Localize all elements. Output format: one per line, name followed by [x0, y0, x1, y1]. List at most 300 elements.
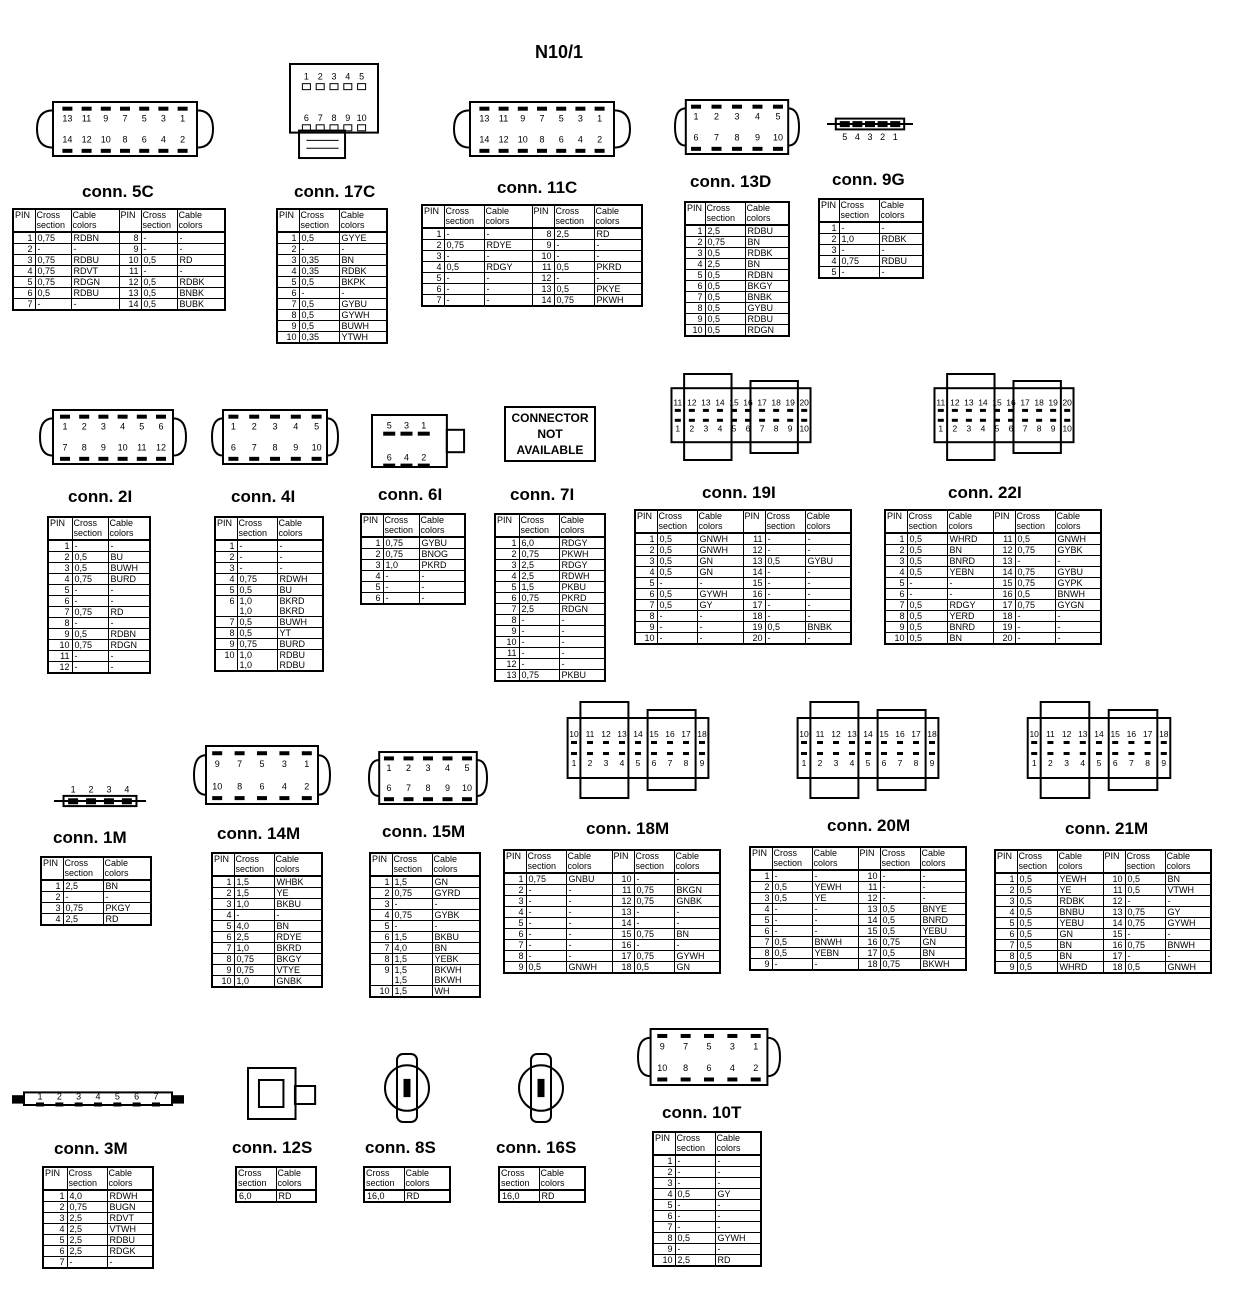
pinout-table-7i	[494, 513, 606, 682]
table-row	[685, 314, 789, 325]
table-row	[215, 540, 323, 552]
pin-cell: 4	[13, 266, 35, 277]
cross-section-cell: 0,5	[72, 552, 108, 563]
cross-section-cell: 0,75	[634, 885, 674, 896]
cross-section-cell: 0,5	[880, 926, 920, 937]
cross-section-cell: -	[392, 899, 432, 910]
cable-color-cell: -	[419, 593, 465, 605]
pin-cell: 4	[750, 904, 772, 915]
cross-section-header: Cross section	[141, 209, 177, 232]
table-row	[685, 325, 789, 337]
pin-number: 9	[1161, 758, 1167, 768]
cross-section-cell: 0,5	[1125, 962, 1165, 974]
cross-section-cell: -	[765, 611, 805, 622]
pin-number: 14	[633, 729, 643, 739]
cable-color-cell: -	[559, 615, 605, 626]
pin-cell: 8	[635, 611, 657, 622]
table-row	[495, 670, 605, 682]
cable-color-cell: RD	[594, 228, 642, 240]
table-row	[277, 244, 387, 255]
cross-section-header: Cross section	[526, 850, 566, 873]
pin-cell: 3	[819, 245, 839, 256]
pin-cell: 8	[504, 951, 526, 962]
cross-section-cell: 0,5	[1017, 940, 1057, 951]
pin-cell: 13	[743, 556, 765, 567]
table-row	[422, 284, 642, 295]
pin-cell: 3	[750, 893, 772, 904]
cross-section-cell: -	[839, 267, 879, 279]
table-row	[653, 1222, 761, 1233]
table-row	[212, 943, 322, 954]
cable-color-cell: -	[339, 244, 387, 255]
pin-number: 7	[714, 132, 720, 143]
pinout-table-10t	[652, 1131, 762, 1267]
pin-number: 17	[911, 729, 921, 739]
pin-cell: 5	[819, 267, 839, 279]
pin-number: 3	[577, 113, 583, 124]
pin-number: 9	[1050, 423, 1056, 434]
pin-cell: 10	[532, 251, 554, 262]
cable-color-cell: YEBU	[920, 926, 966, 937]
pin-cell: 11	[743, 533, 765, 545]
cable-color-cell: -	[177, 266, 225, 277]
cross-section-cell: -	[519, 637, 559, 648]
cross-section-cell: 0,5	[554, 284, 594, 295]
table-row	[495, 537, 605, 549]
cross-section-cell: 6,0	[519, 537, 559, 549]
table-row	[422, 251, 642, 262]
table-row	[750, 870, 966, 882]
pinout-table-13d	[684, 201, 790, 337]
pin-cell: 5	[48, 585, 72, 596]
pin-cell: 4	[422, 262, 444, 273]
pinout-table-6i	[360, 513, 466, 605]
cable-color-cell: YERD	[947, 611, 993, 622]
cable-color-cell: BNBK	[805, 622, 851, 633]
cross-section-cell: -	[72, 651, 108, 662]
pin-cell: 5	[995, 918, 1017, 929]
pin-number: 10	[569, 729, 579, 739]
table-row	[885, 556, 1101, 567]
connector-label: conn. 19I	[702, 483, 776, 502]
cable-color-cell: -	[277, 552, 323, 563]
pin-number: 6	[134, 1091, 140, 1102]
cross-section-cell: 0,5	[705, 270, 745, 281]
cable-colors-header: Cable colors	[1055, 510, 1101, 533]
connector-3m-drawing	[10, 1084, 186, 1112]
cable-color-cell: YEBU	[1057, 918, 1103, 929]
cross-section-cell: 0,5	[657, 556, 697, 567]
pin-number: 9	[520, 113, 526, 124]
pin-number: 10	[100, 134, 111, 145]
pin-number: 5	[865, 758, 871, 768]
connector-label: conn. 4I	[231, 487, 296, 506]
cable-color-cell: -	[805, 578, 851, 589]
table-row	[48, 596, 150, 607]
cable-color-cell: YEWH	[1057, 873, 1103, 885]
pin-cell: 5	[750, 915, 772, 926]
cross-section-cell: -	[839, 222, 879, 234]
table-row	[750, 948, 966, 959]
pin-number: 8	[734, 132, 740, 143]
cable-color-cell: -	[812, 926, 858, 937]
connector-9g-drawing	[825, 106, 915, 142]
pin-cell: 1	[422, 228, 444, 240]
cross-section-cell: -	[526, 940, 566, 951]
cable-color-cell: -	[566, 929, 612, 940]
pin-number: 8	[425, 783, 431, 794]
cross-section-cell: 0,5	[1017, 907, 1057, 918]
cable-color-cell: -	[108, 585, 150, 596]
pinout-table-16s	[498, 1166, 586, 1203]
pin-number: 8	[272, 442, 278, 453]
table-row	[995, 873, 1211, 885]
cross-section-cell: -	[765, 578, 805, 589]
cable-color-cell: BUWH	[339, 321, 387, 332]
pin-cell: 9	[212, 965, 234, 976]
pin-number: 7	[122, 113, 128, 124]
cable-color-cell: BN	[1057, 940, 1103, 951]
pin-number: 8	[331, 112, 337, 123]
pin-cell: 3	[41, 903, 63, 914]
cable-color-cell: -	[812, 904, 858, 915]
connector-label: conn. 5C	[82, 182, 154, 201]
pin-cell: 10	[119, 255, 141, 266]
connector-6i-drawing	[370, 413, 466, 469]
cross-section-cell: 1,5 1,5	[392, 965, 432, 986]
table-row	[43, 1224, 153, 1235]
cross-section-cell: 0,75	[1015, 600, 1055, 611]
pin-header: PIN	[612, 850, 634, 873]
pin-number: 6	[651, 758, 657, 768]
cross-section-header: Cross section	[383, 514, 419, 537]
pin-cell: 7	[212, 943, 234, 954]
cable-color-cell: WHRD	[947, 533, 993, 545]
cable-color-cell: -	[559, 637, 605, 648]
pinout-table-11c	[421, 204, 643, 307]
connector-label: conn. 11C	[497, 178, 578, 197]
cross-section-cell: 0,75	[1015, 567, 1055, 578]
cable-color-cell: GYWH	[674, 951, 720, 962]
cable-color-cell: -	[805, 611, 851, 622]
pin-cell: 10	[653, 1255, 675, 1267]
pin-number: 2	[251, 421, 257, 432]
pin-cell: 9	[635, 622, 657, 633]
pin-number: 13	[964, 397, 974, 408]
pin-number: 15	[649, 729, 659, 739]
pin-cell: 11	[858, 882, 880, 893]
cable-color-cell: -	[1055, 622, 1101, 633]
cross-section-cell: 16,0	[364, 1190, 404, 1202]
pin-number: 6	[259, 781, 265, 792]
pin-number: 5	[635, 758, 641, 768]
cable-color-cell: VTWH	[1165, 885, 1211, 896]
table-row	[495, 615, 605, 626]
pin-cell: 1	[504, 873, 526, 885]
cross-section-cell: 1,5	[392, 932, 432, 943]
cable-color-cell: -	[920, 882, 966, 893]
cross-section-cell: -	[634, 940, 674, 951]
cross-section-cell: 2,5	[519, 571, 559, 582]
table-row	[750, 882, 966, 893]
cable-color-cell: -	[674, 907, 720, 918]
pin-cell: 12	[743, 545, 765, 556]
pin-cell: 5	[215, 585, 237, 596]
connector-20m-drawing	[788, 700, 948, 800]
cable-color-cell: BKBU	[432, 932, 480, 943]
pin-cell: 8	[119, 232, 141, 244]
cable-color-cell: -	[108, 540, 150, 552]
cable-color-cell: -	[697, 633, 743, 645]
cross-section-header: Cross section	[705, 202, 745, 225]
connector-14m-drawing	[192, 742, 332, 808]
cross-section-cell: -	[141, 244, 177, 255]
table-row	[13, 266, 225, 277]
cable-color-cell: -	[108, 662, 150, 674]
pin-header: PIN	[41, 857, 63, 880]
cable-color-cell: BN	[339, 255, 387, 266]
pin-number: 5	[141, 113, 147, 124]
pin-number: 11	[936, 397, 946, 408]
table-row	[361, 537, 465, 549]
pin-number: 7	[1022, 423, 1028, 434]
cable-colors-header: Cable colors	[805, 510, 851, 533]
cross-section-cell: 0,75	[67, 1202, 107, 1213]
cross-section-cell: -	[526, 951, 566, 962]
pin-cell: 2	[885, 545, 907, 556]
pinout-table-1m	[40, 856, 152, 926]
cross-section-cell: -	[657, 611, 697, 622]
table-row	[43, 1235, 153, 1246]
pin-number: 3	[403, 420, 409, 431]
cable-color-cell: BKRD BKRD	[277, 596, 323, 617]
pin-number: 1	[1031, 758, 1037, 768]
connector-label: conn. 7I	[510, 485, 575, 504]
pin-cell: 4	[495, 571, 519, 582]
pin-cell: 2	[13, 244, 35, 255]
table-row	[995, 951, 1211, 962]
cross-section-cell: -	[383, 582, 419, 593]
cable-colors-header: Cable colors	[715, 1132, 761, 1155]
cross-section-cell: 0,75	[519, 670, 559, 682]
table-row	[495, 604, 605, 615]
cable-color-cell: -	[594, 251, 642, 262]
cable-color-cell: -	[879, 267, 923, 279]
pin-number: 1	[597, 113, 603, 124]
pin-header: PIN	[532, 205, 554, 228]
pin-number: 4	[120, 421, 126, 432]
table-row	[685, 292, 789, 303]
cable-color-cell: RDBU	[71, 255, 119, 266]
table-row	[885, 589, 1101, 600]
pin-number: 7	[405, 783, 411, 794]
table-row	[215, 650, 323, 672]
pin-cell: 3	[685, 248, 705, 259]
pin-cell: 2	[653, 1167, 675, 1178]
cross-section-cell: 0,5	[705, 314, 745, 325]
pin-cell: 1	[215, 540, 237, 552]
pin-number: 1	[304, 759, 310, 770]
cable-color-cell: -	[697, 611, 743, 622]
cross-section-cell: -	[237, 540, 277, 552]
cross-section-cell: 0,75	[1125, 907, 1165, 918]
cable-color-cell: VTWH	[107, 1224, 153, 1235]
cable-color-cell: BN	[274, 921, 322, 932]
cross-section-cell: -	[765, 567, 805, 578]
pin-cell: 2	[215, 552, 237, 563]
cross-section-cell: -	[72, 585, 108, 596]
cable-colors-header: Cable colors	[108, 517, 150, 540]
cable-color-cell: RD	[539, 1190, 585, 1202]
pin-cell: 5	[495, 582, 519, 593]
table-row	[422, 262, 642, 273]
table-row	[364, 1190, 450, 1202]
pin-number: 16	[895, 729, 905, 739]
pinout-table-19i	[634, 509, 852, 645]
pin-header: PIN	[1103, 850, 1125, 873]
pin-cell: 13	[532, 284, 554, 295]
pin-cell: 4	[277, 266, 299, 277]
pin-header: PIN	[277, 209, 299, 232]
cross-section-cell: -	[675, 1244, 715, 1255]
pin-cell: 9	[277, 321, 299, 332]
pin-header: PIN	[750, 847, 772, 870]
cable-color-cell: RDBK	[177, 277, 225, 288]
cable-color-cell: BN	[947, 633, 993, 645]
cable-colors-header: Cable colors	[539, 1167, 585, 1190]
table-row	[885, 578, 1101, 589]
cross-section-cell: -	[1125, 896, 1165, 907]
cable-color-cell: -	[566, 885, 612, 896]
table-row	[215, 552, 323, 563]
pin-number: 13	[479, 113, 490, 124]
pin-cell: 7	[495, 604, 519, 615]
pin-cell: 4	[685, 259, 705, 270]
cross-section-cell: 1,0	[839, 234, 879, 245]
cross-section-cell: 0,5	[72, 563, 108, 574]
pin-cell: 3	[653, 1178, 675, 1189]
cross-section-cell: -	[765, 633, 805, 645]
cable-color-cell: BNBK	[177, 288, 225, 299]
cross-section-cell: 0,75	[234, 954, 274, 965]
cross-section-cell: 4,0	[234, 921, 274, 932]
pin-cell: 5	[13, 277, 35, 288]
table-row	[750, 959, 966, 971]
table-row	[48, 618, 150, 629]
cross-section-header: Cross section	[657, 510, 697, 533]
table-row	[995, 940, 1211, 951]
table-row	[361, 593, 465, 605]
cable-color-cell: RD	[276, 1190, 316, 1202]
pin-cell: 11	[993, 533, 1015, 545]
table-row	[504, 896, 720, 907]
cross-section-cell: 0,5	[299, 310, 339, 321]
cross-section-cell: 0,5	[1017, 918, 1057, 929]
pin-number: 2	[180, 134, 186, 145]
cable-color-cell: YEWH	[812, 882, 858, 893]
table-row	[495, 593, 605, 604]
cross-section-cell: 0,5	[1017, 929, 1057, 940]
cross-section-cell: -	[444, 295, 484, 307]
cable-color-cell: GYRD	[432, 888, 480, 899]
pin-cell: 5	[885, 578, 907, 589]
cross-section-cell: 0,75	[1015, 545, 1055, 556]
cable-color-cell: -	[484, 273, 532, 284]
cable-colors-header: Cable colors	[594, 205, 642, 228]
cable-color-cell: RDGN	[71, 277, 119, 288]
cross-section-cell: -	[675, 1178, 715, 1189]
cross-section-header: Cross section	[880, 847, 920, 870]
cross-section-cell: -	[772, 915, 812, 926]
cable-color-cell: GYYE	[339, 232, 387, 244]
cross-section-cell: 0,5	[675, 1189, 715, 1200]
cross-section-cell: 0,75	[63, 903, 103, 914]
cross-section-cell: 0,5	[907, 611, 947, 622]
connector-label: conn. 8S	[365, 1138, 436, 1157]
cross-section-cell: 0,75	[234, 965, 274, 976]
pin-cell: 9	[119, 244, 141, 255]
cable-color-cell: -	[484, 251, 532, 262]
cross-section-cell: 0,5	[705, 292, 745, 303]
cable-colors-header: Cable colors	[432, 853, 480, 876]
pin-number: 2	[88, 784, 94, 795]
pin-cell: 5	[504, 918, 526, 929]
table-row	[215, 585, 323, 596]
pinout-table-14m	[211, 852, 323, 988]
pin-cell: 6	[48, 596, 72, 607]
cable-color-cell: -	[1165, 896, 1211, 907]
cable-color-cell: -	[103, 892, 151, 903]
cross-section-cell: 6,0	[236, 1190, 276, 1202]
cable-color-cell: -	[1055, 611, 1101, 622]
pin-number: 2	[317, 71, 323, 82]
pinout-table-18m	[503, 849, 721, 974]
pin-cell: 10	[212, 976, 234, 988]
pin-number: 17	[1142, 729, 1153, 739]
pin-number: 4	[577, 134, 583, 145]
cable-color-cell: BKWH BKWH	[432, 965, 480, 986]
cross-section-cell: 0,5	[765, 556, 805, 567]
table-row	[635, 611, 851, 622]
table-row	[685, 259, 789, 270]
pin-number: 3	[966, 423, 972, 434]
cable-colors-header: Cable colors	[745, 202, 789, 225]
cross-section-cell: -	[526, 918, 566, 929]
pin-number: 7	[251, 442, 257, 453]
cross-section-cell: -	[141, 232, 177, 244]
pin-cell: 6	[995, 929, 1017, 940]
table-row	[653, 1189, 761, 1200]
cable-color-cell: RDYE	[274, 932, 322, 943]
pin-cell: 11	[48, 651, 72, 662]
cable-color-cell: YEBN	[947, 567, 993, 578]
table-row	[212, 921, 322, 932]
pin-cell: 3	[361, 560, 383, 571]
cross-section-cell: -	[880, 893, 920, 904]
table-row	[212, 932, 322, 943]
cable-color-cell: -	[674, 918, 720, 929]
pinout-table-5c	[12, 208, 226, 311]
pin-number: 3	[867, 132, 873, 142]
pin-header: PIN	[858, 847, 880, 870]
pin-cell: 17	[743, 600, 765, 611]
pin-number: 1	[421, 420, 427, 431]
pin-cell: 12	[612, 896, 634, 907]
cross-section-cell: 0,75	[444, 240, 484, 251]
pin-cell: 6	[370, 932, 392, 943]
table-row	[215, 639, 323, 650]
connector-label: conn. 17C	[294, 182, 376, 201]
